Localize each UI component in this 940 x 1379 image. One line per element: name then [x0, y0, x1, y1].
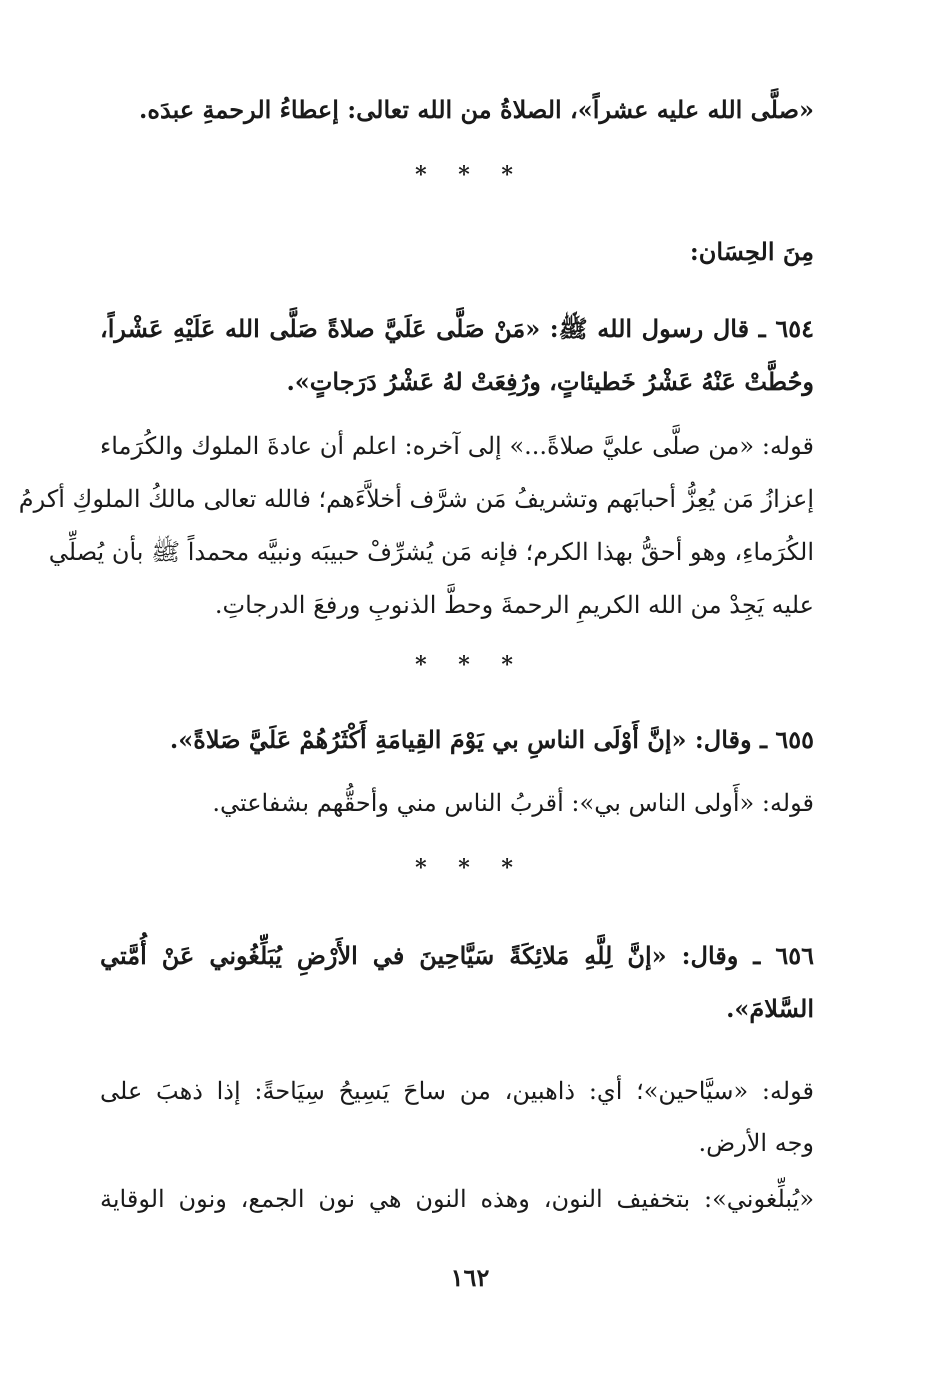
section-separator: * * * [415, 652, 525, 678]
commentary-line: إعزازُ مَن يُعِزُّ أحبابَهم وتشريفُ مَن شرَّف أخلاَّءَهم؛ فالله تعالى مالكُ الملوكِ أكرمُ [18, 485, 814, 513]
page-number: ١٦٢ [450, 1263, 490, 1292]
commentary-line: عليه يَجِدْ من الله الكريمِ الرحمةَ وحطَّ الذنوبِ ورفعَ الدرجاتِ. [214, 591, 814, 619]
hadith-line: ٦٥٦ ـ وقال: «إنَّ لِلَّهِ مَلائِكَةً سَيَّاحِينَ في الأَرْضِ يُبَلِّغُوني عَنْ أُمَّتي [100, 941, 815, 970]
commentary-line: قوله: «سيَّاحين»؛ أي: ذاهبين، من ساحَ يَسِيحُ سِيَاحةً: إذا ذهبَ على [100, 1077, 814, 1105]
commentary-line: وجه الأرض. [698, 1129, 814, 1157]
commentary-line: «يُبلِّغوني»: بتخفيف النون، وهذه النون هي نون الجمع، ونون الوقاية [100, 1185, 814, 1213]
commentary-line: الكُرَماءِ، وهو أحقُّ بهذا الكرم؛ فإنه مَن يُشرِّفْ حبيبَه ونبيَّه محمداً ﷺ بأن يُصلِّي [48, 538, 814, 566]
hadith-line: ٦٥٥ ـ وقال: «إنَّ أَوْلَى الناسِ بي يَوْمَ القِيامَةِ أَكْثَرُهُمْ عَلَيَّ صَلاةً». [169, 725, 814, 754]
section-heading: مِنَ الحِسَان: [689, 237, 814, 266]
section-separator: * * * [415, 855, 525, 881]
section-separator: * * * [415, 162, 525, 188]
commentary-line: قوله: «أَولى الناس بي»: أقربُ الناس مني وأحقُّهم بشفاعتي. [212, 789, 814, 817]
text-line: «صلَّى الله عليه عشراً»، الصلاةُ من الله تعالى: إعطاءُ الرحمةِ عبدَه. [139, 95, 814, 124]
hadith-line: وحُطَّتْ عَنْهُ عَشْرُ خَطيئاتٍ، ورُفِعَتْ لهُ عَشْرُ دَرَجاتٍ». [286, 367, 814, 396]
hadith-line: السَّلامَ». [726, 994, 814, 1023]
commentary-line: قوله: «من صلَّى عليَّ صلاةً...» إلى آخره: اعلم أن عادةَ الملوك والكُرَماء [100, 432, 814, 460]
hadith-line: ٦٥٤ ـ قال رسول الله ﷺ: «مَنْ صَلَّى عَلَيَّ صلاةً صَلَّى الله عَلَيْهِ عَشْراً، [100, 314, 814, 343]
